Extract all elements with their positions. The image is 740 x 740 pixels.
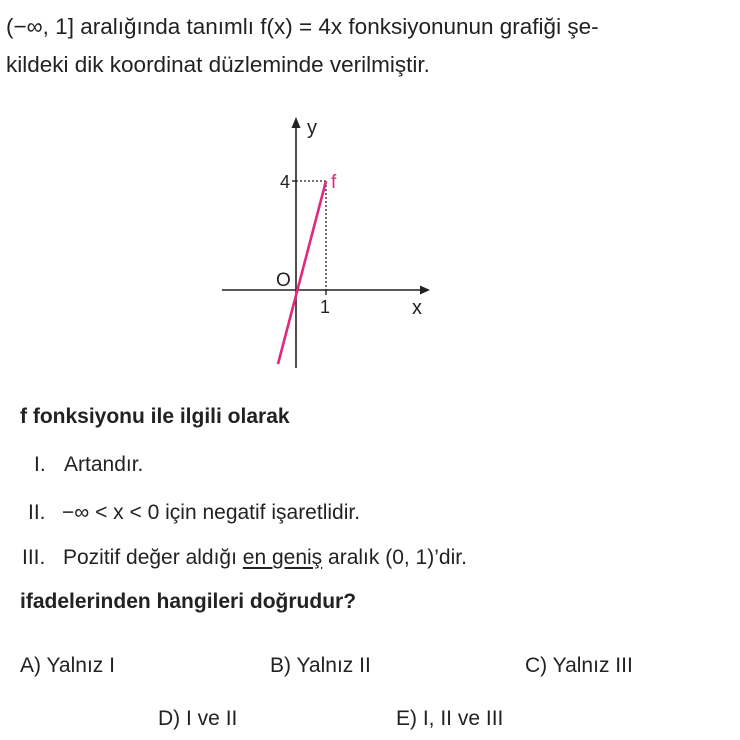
statement-3-text-before: Pozitif değer aldığı (63, 546, 243, 569)
statement-3 (22, 546, 467, 570)
x-axis-arrow (420, 286, 430, 295)
statement-3-text-after: aralık (0, 1)’dir. (322, 546, 467, 569)
intro-line-2: kildeki dik koordinat düzleminde verilmiştir. (6, 52, 430, 77)
option-c[interactable] (525, 654, 633, 678)
y-axis-label: y (307, 117, 317, 139)
option-e-text: I, II ve III (422, 707, 504, 730)
question-stem: f fonksiyonu ile ilgili olarak (20, 405, 290, 428)
question-ask: ifadelerinden hangileri doğrudur? (20, 590, 357, 613)
statement-1-number: I. (34, 453, 46, 476)
option-d[interactable] (158, 707, 237, 731)
function-graph (210, 108, 440, 373)
y-axis-arrow (292, 117, 301, 128)
option-c-text: Yalnız III (552, 654, 633, 677)
statement-3-number: III. (22, 546, 46, 569)
option-e[interactable] (396, 707, 503, 731)
x-axis-label: x (412, 297, 422, 319)
option-b-letter: B) (270, 654, 291, 677)
option-b-text: Yalnız II (296, 654, 371, 677)
statement-2-number: II. (28, 501, 46, 524)
y-tick-label: 4 (280, 172, 291, 192)
origin-label: O (276, 270, 291, 291)
option-e-letter: E) (396, 707, 417, 730)
option-c-letter: C) (525, 654, 548, 677)
x-tick-label: 1 (320, 297, 331, 317)
option-a[interactable] (20, 654, 115, 678)
option-d-letter: D) (158, 707, 181, 730)
problem-intro (6, 8, 734, 84)
option-a-letter: A) (20, 654, 41, 677)
statement-2-text: −∞ < x < 0 için negatif işaretlidir. (62, 501, 361, 524)
intro-line-1: (−∞, 1] aralığında tanımlı f(x) = 4x fonksiyonunun grafiği şe- (6, 14, 599, 39)
curve-label: f (331, 172, 337, 193)
statement-1-text: Artandır. (64, 453, 144, 476)
option-b[interactable] (270, 654, 371, 678)
option-d-text: I ve II (186, 707, 238, 730)
statement-2 (28, 501, 360, 525)
option-a-text: Yalnız I (46, 654, 115, 677)
statement-3-underlined: en geniş (242, 546, 323, 569)
statement-1 (34, 453, 143, 477)
